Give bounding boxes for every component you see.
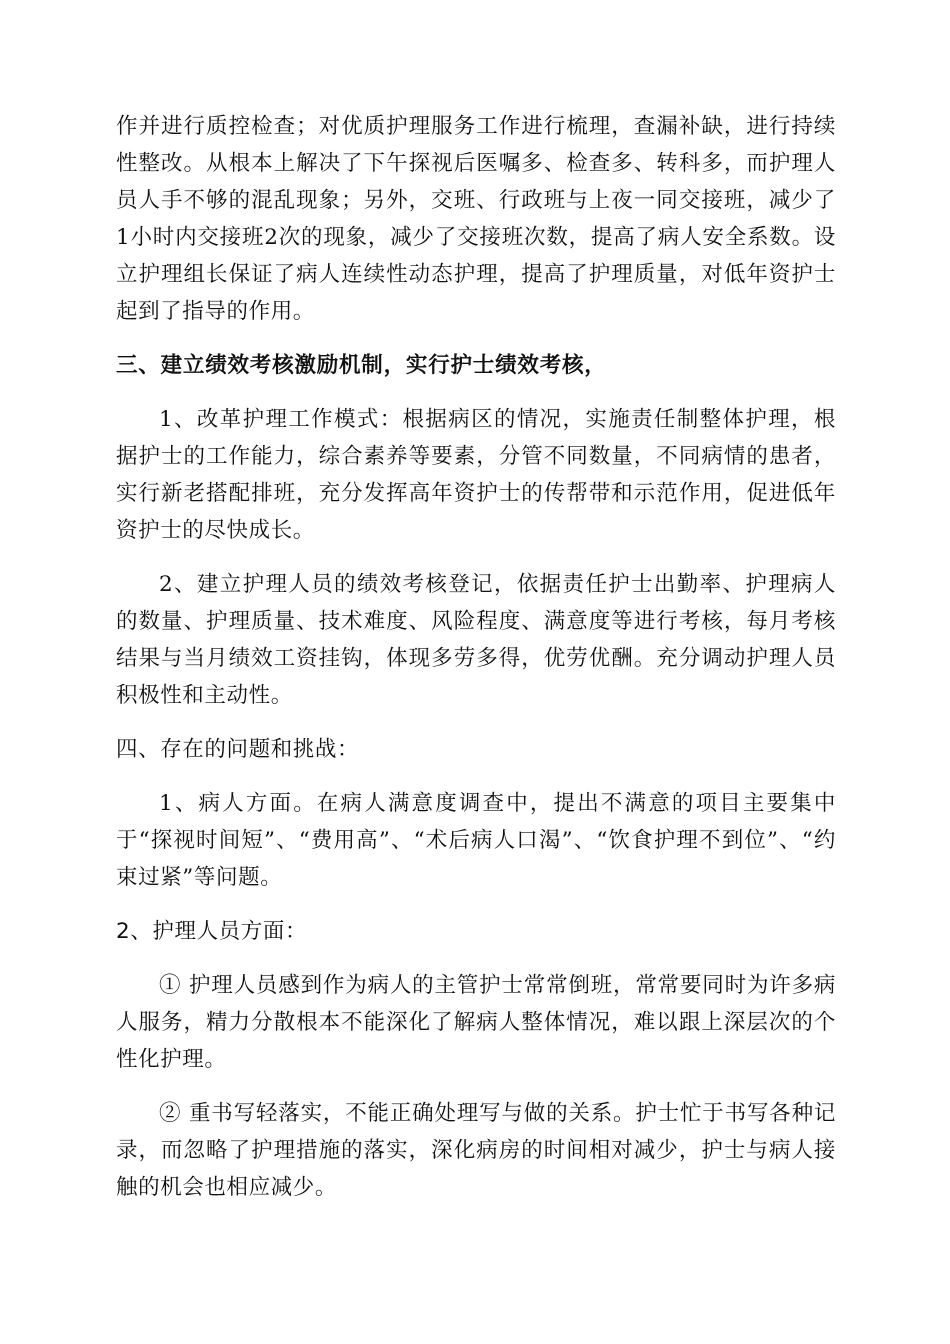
paragraph-point-2: ② 重书写轻落实，不能正确处理写与做的关系。护士忙于书写各种记录，而忽略了护理措施的落实，深化病房的时间相对减少，护士与病人接触的机会也相应减少。 [116,1101,836,1200]
paragraph-continuation: 作并进行质控检查；对优质护理服务工作进行梳理，查漏补缺，进行持续性整改。从根本上解决了下午探视后医嘱多、检查多、转科多，而护理人员人手不够的混乱现象；另外，交班、行政班与上夜一同交接班，减少了1小时内交接班2次的现象，减少了交接班次数，提高了病人安全系数。设立护理组长保证了病人连续性动态护理，提高了护理质量，对低年资护士起到了指导的作用。 [116,114,836,324]
section-heading-four: 四、存在的问题和挑战： [116,737,360,762]
paragraph-patient-aspect: 1、病人方面。在病人满意度调查中，提出不满意的项目主要集中于“探视时间短”、“费用高”、“术后病人口渴”、“饮食护理不到位”、“约束过紧”等问题。 [116,791,836,890]
paragraph-item-2-evaluation: 2、建立护理人员的绩效考核登记，依据责任护士出勤率、护理病人的数量、护理质量、技术难度、风险程度、满意度等进行考核，每月考核结果与当月绩效工资挂钩，体现多劳多得，优劳优酬。充分调动护理人员积极性和主动性。 [116,572,836,708]
document-body [116,108,836,1223]
paragraph-item-1-reform: 1、改革护理工作模式：根据病区的情况，实施责任制整体护理，根据护士的工作能力，综合素养等要素，分管不同数量，不同病情的患者，实行新老搭配排班，充分发挥高年资护士的传帮带和示范作用，促进低年资护士的尽快成长。 [116,407,836,543]
paragraph-point-1: ① 护理人员感到作为病人的主管护士常常倒班，常常要同时为许多病人服务，精力分散根本不能深化了解病人整体情况，难以跟上深层次的个性化护理。 [116,973,836,1072]
section-heading-three: 三、建立绩效考核激励机制，实行护士绩效考核， [116,353,607,378]
subheading-nursing-staff: 2、护理人员方面： [116,919,308,944]
